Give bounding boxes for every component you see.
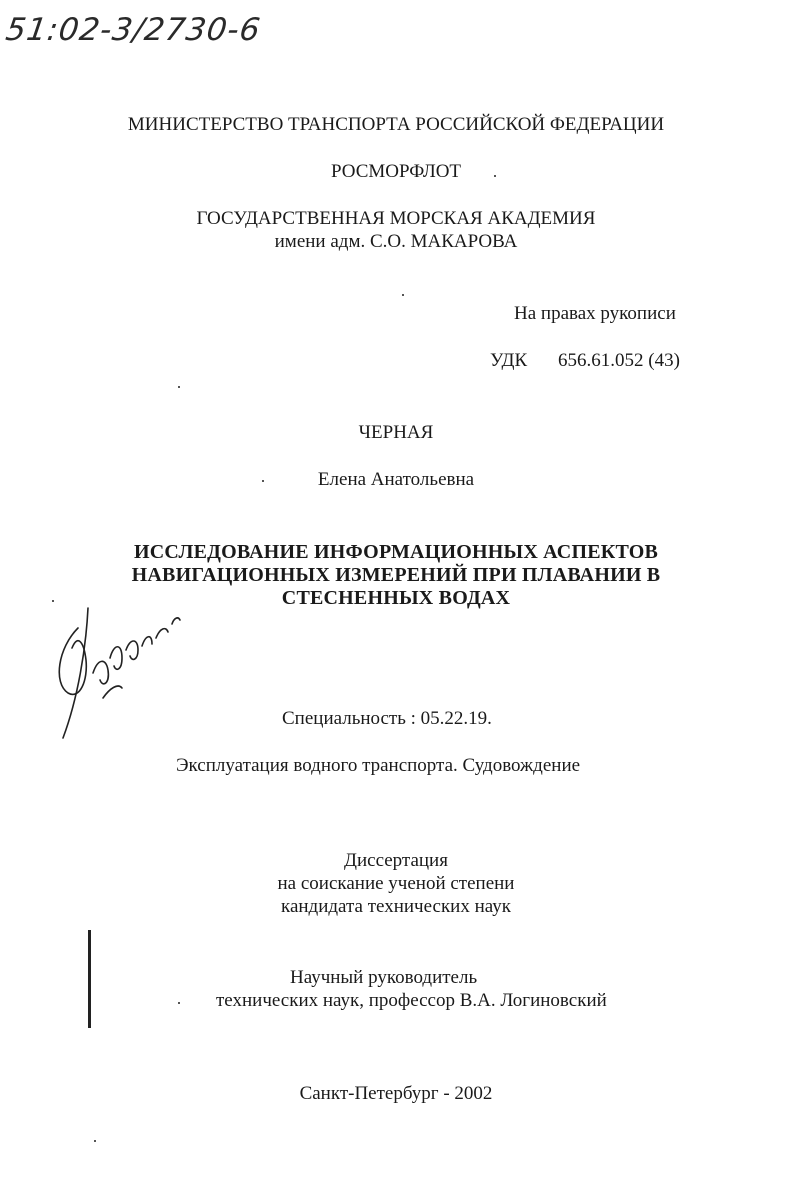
udk-value: 656.61.052 (43) (558, 350, 680, 371)
manuscript-rights: На правах рукописи (514, 303, 676, 324)
dissertation-label: Диссертация (344, 850, 448, 871)
scan-speck (178, 1002, 180, 1004)
handwritten-archive-number: 51:02-3/2730-6 (3, 12, 264, 48)
specialty-name: Эксплуатация водного транспорта. Судовождение (176, 755, 581, 776)
title-line-3: СТЕСНЕННЫХ ВОДАХ (281, 587, 511, 609)
advisor-label: Научный руководитель (290, 967, 478, 988)
ministry-name: МИНИСТЕРСТВО ТРАНСПОРТА РОССИЙСКОЙ ФЕДЕРАЦИИ (127, 114, 665, 135)
scan-speck (402, 294, 404, 296)
udk-label: УДК (490, 350, 528, 371)
author-given-names: Елена Анатольевна (317, 469, 475, 490)
title-line-2: НАВИГАЦИОННЫХ ИЗМЕРЕНИЙ ПРИ ПЛАВАНИИ В (131, 564, 661, 586)
scan-speck (52, 600, 54, 602)
academy-named-after: имени адм. С.О. МАКАРОВА (274, 231, 518, 252)
handwritten-signature (48, 588, 198, 748)
advisor-details: технических наук, профессор В.А. Логиновский (216, 990, 607, 1011)
margin-vertical-bar (88, 930, 91, 1028)
author-surname: ЧЕРНАЯ (358, 422, 434, 443)
dissertation-degree-name: кандидата технических наук (281, 896, 511, 917)
title-line-1: ИССЛЕДОВАНИЕ ИНФОРМАЦИОННЫХ АСПЕКТОВ (133, 541, 659, 563)
specialty-code: Специальность : 05.22.19. (282, 708, 492, 729)
scan-speck (178, 386, 180, 388)
scan-speck (494, 175, 496, 177)
scan-speck (94, 1140, 96, 1142)
city-year: Санкт-Петербург - 2002 (299, 1083, 493, 1104)
dissertation-degree-line: на соискание ученой степени (277, 873, 515, 894)
academy-name: ГОСУДАРСТВЕННАЯ МОРСКАЯ АКАДЕМИЯ (196, 208, 596, 229)
scan-speck (262, 480, 264, 482)
agency-name: РОСМОРФЛОТ (330, 161, 462, 182)
